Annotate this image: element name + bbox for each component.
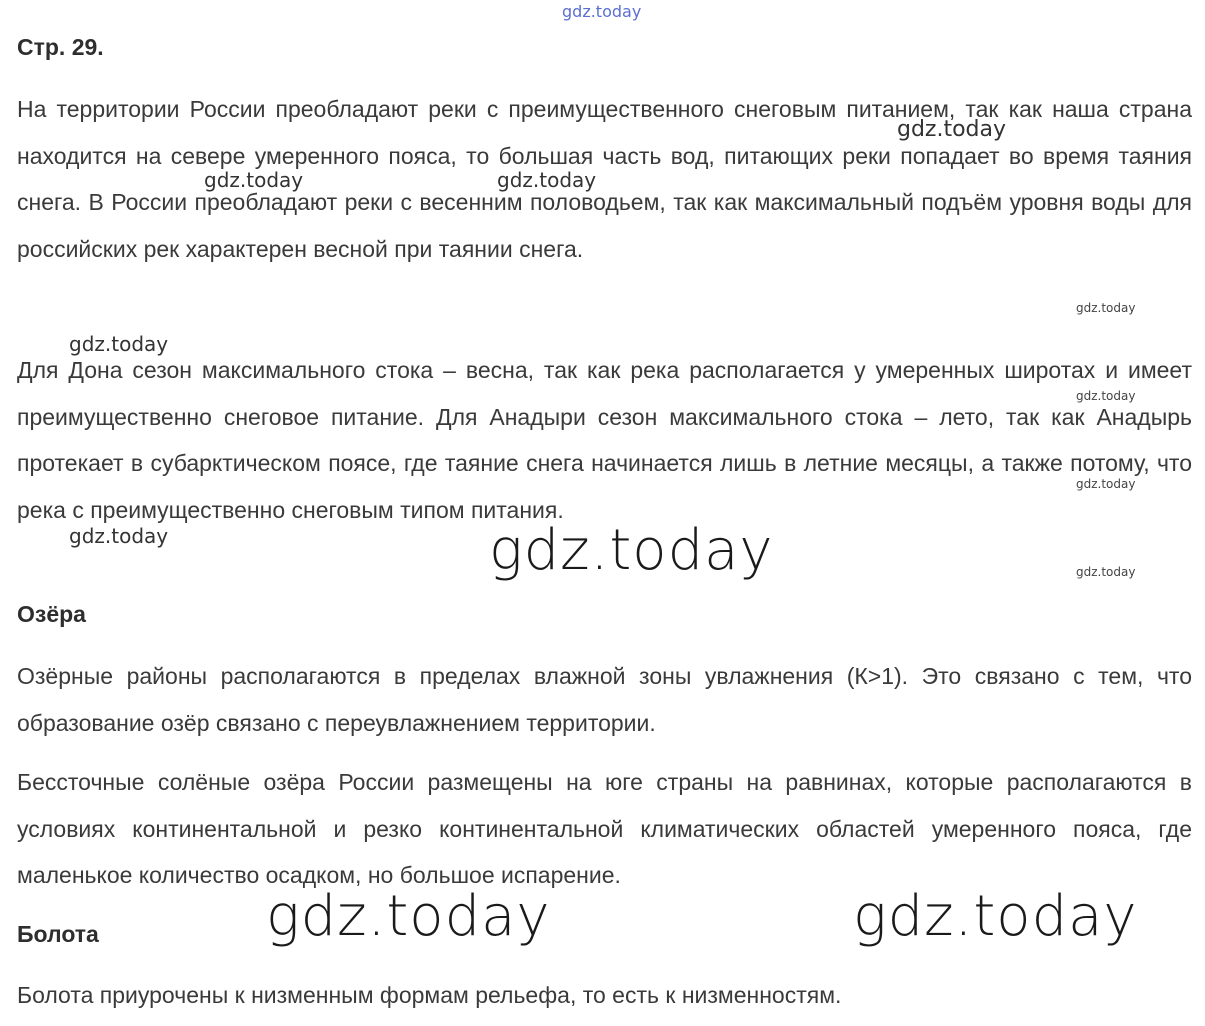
rivers-paragraph-1: На территории России преобладают реки с преимущественного снеговым питанием, так как наша страна находится на севере умеренного пояса, то большая часть вод, питающих реки попадает во время таяния снега. В России преобладают реки с весенним половодьем, так как максимальный подъём уровня воды для российских рек характерен весной при таянии снега. <box>17 96 1192 262</box>
watermark: gdz.today <box>897 117 1007 142</box>
watermark: gdz.today <box>1076 301 1136 315</box>
watermark: gdz.today <box>1076 389 1136 403</box>
watermark-large: gdz.today <box>853 884 1138 949</box>
watermark-large: gdz.today <box>489 518 774 583</box>
page-title: Стр. 29. <box>17 34 104 60</box>
lakes-heading: Озёра <box>17 601 86 627</box>
watermark: gdz.today <box>69 524 169 548</box>
watermark-large: gdz.today <box>266 884 551 949</box>
swamps-paragraph-1: Болота приурочены к низменным формам рельефа, то есть к низменностям. <box>17 982 842 1008</box>
watermark: gdz.today <box>204 168 304 192</box>
watermark: gdz.today <box>497 168 597 192</box>
swamps-heading: Болота <box>17 921 99 947</box>
watermark: gdz.today <box>1076 477 1136 491</box>
lakes-paragraph-2: Бессточные солёные озёра России размещены на юге страны на равнинах, которые располагаются в условиях континентальной и резко континентальной климатических областей умеренного пояса, где маленькое количество осадком, но большое испарение. <box>17 769 1192 888</box>
watermark: gdz.today <box>1076 565 1136 579</box>
lakes-paragraph-1: Озёрные районы располагаются в пределах влажной зоны увлажнения (К>1). Это связано с тем, что образование озёр связано с переувлажнением территории. <box>17 663 1192 736</box>
watermark-top: gdz.today <box>562 2 642 21</box>
rivers-paragraph-2: Для Дона сезон максимального стока – весна, так как река располагается у умеренных широтах и имеет преимущественно снеговое питание. Для Анадыри сезон максимального стока – лето, так как Анадырь протекает в субарктическом поясе, где таяние снега начинается лишь в летние месяцы, а также потому, что река с преимущественно снеговым типом питания. <box>17 357 1192 523</box>
watermark: gdz.today <box>69 332 169 356</box>
